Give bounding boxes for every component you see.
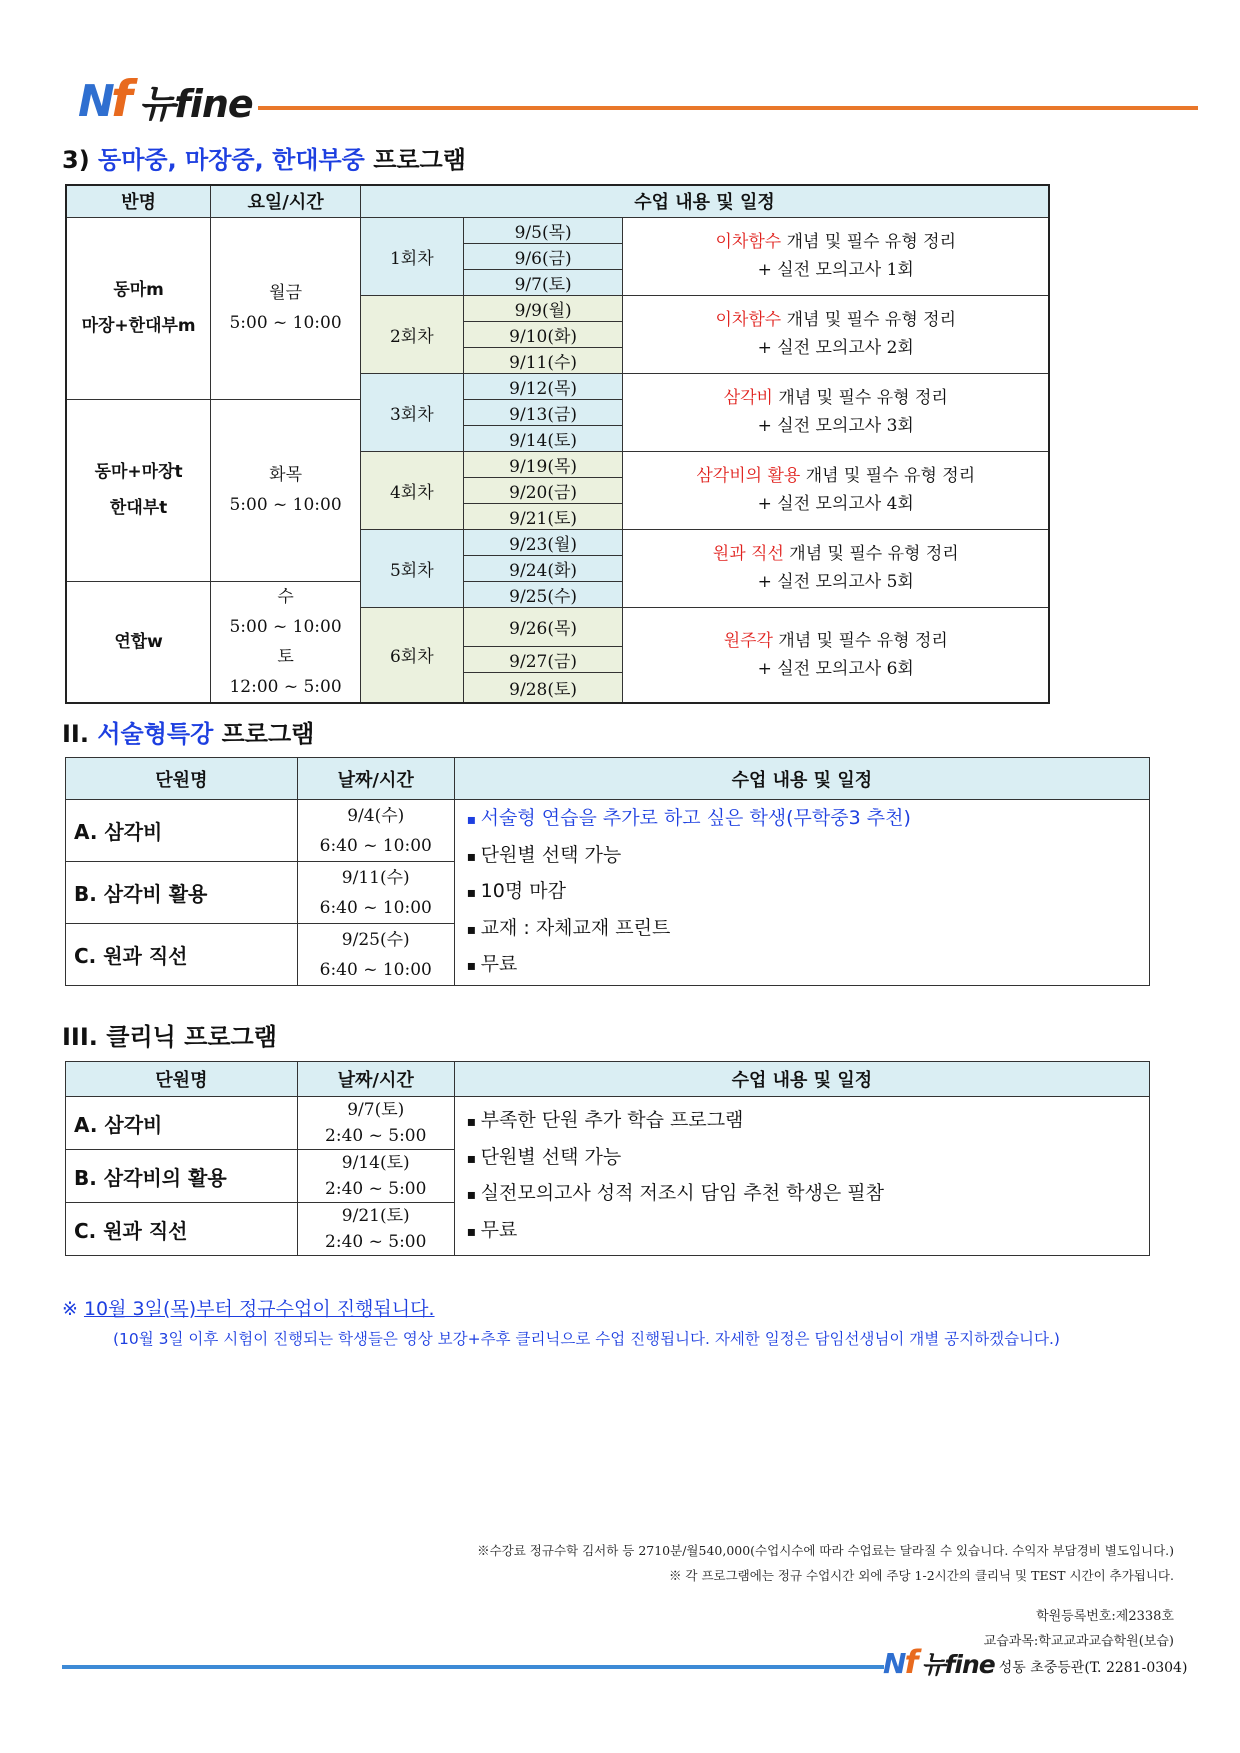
date-time: 9/7(토) 2:40 ~ 5:00 [297,1097,454,1150]
list-item: ▪ 단원별 선택 가능 [467,1140,1149,1177]
class-day-time: 화목 5:00 ~ 10:00 [211,399,361,581]
date-time: 9/21(토) 2:40 ~ 5:00 [297,1203,454,1256]
list-item: ▪ 부족한 단원 추가 학습 프로그램 [467,1103,1149,1140]
session-date: 9/13(금) [463,399,623,425]
col-header-content: 수업 내용 및 일정 [360,185,1049,217]
session-content: 원주각 개념 및 필수 유형 정리 + 실전 모의고사 6회 [623,607,1049,703]
section-iii-title: III. 클리닉 프로그램 [62,1023,277,1051]
unit-name: C. 원과 직선 [66,924,298,986]
session-topic: 원주각 [723,630,773,651]
session-label: 3회차 [360,373,463,451]
col-header-content: 수업 내용 및 일정 [454,1062,1149,1097]
registration-number: 학원등록번호:제2338호 [1036,1609,1174,1624]
table-row [66,1097,1150,1150]
footer-brand [883,1643,1188,1681]
schedule-table [65,184,1050,704]
footer-divider [62,1665,884,1669]
session-content: 원과 직선 개념 및 필수 유형 정리 + 실전 모의고사 5회 [623,529,1049,607]
brand-logo [78,70,253,128]
session-date: 9/12(목) [463,373,623,399]
program-details [454,800,1149,986]
col-header-datetime: 날짜/시간 [297,758,454,800]
list-item: ▪ 교재 : 자체교재 프린트 [467,911,1149,948]
session-date: 9/28(토) [463,673,623,703]
list-item: ▪ 10명 마감 [467,874,1149,911]
session-date: 9/11(수) [463,347,623,373]
session-content: 삼각비의 활용 개념 및 필수 유형 정리 + 실전 모의고사 4회 [623,451,1049,529]
session-topic: 삼각비의 활용 [696,466,801,486]
list-item: ▪ 실전모의고사 성적 저조시 담임 추천 학생은 필참 [467,1176,1149,1213]
tuition-note: ※수강료 정규수학 김서하 등 2710분/월540,000(수업시수에 따라 수업료는 달라질 수 있습니다. 수익자 부담경비 별도입니다.) [477,1543,1174,1558]
session-date: 9/9(월) [463,295,623,321]
date-time: 9/4(수) 6:40 ~ 10:00 [297,800,454,862]
session-date: 9/6(금) [463,243,623,269]
unit-name: B. 삼각비의 활용 [66,1150,298,1203]
session-date: 9/23(월) [463,529,623,555]
program-details [454,1097,1149,1256]
class-name: 동마m 마장+한대부m [66,217,211,399]
section-ii-title: II. 서술형특강 프로그램 [62,720,315,748]
list-item: ▪ 무료 [467,947,1149,984]
date-time: 9/11(수) 6:40 ~ 10:00 [297,862,454,924]
table-row [66,217,1049,243]
date-time: 9/14(토) 2:40 ~ 5:00 [297,1150,454,1203]
col-header-unit: 단원명 [66,758,298,800]
session-label: 2회차 [360,295,463,373]
session-topic: 이차함수 [715,232,782,252]
notice-detail: (10월 3일 이후 시험이 진행되는 학생들은 영상 보강+추후 클리닉으로 수업 진행됩니다. 자세한 일정은 담임선생님이 개별 공지하겠습니다.) [113,1330,1060,1348]
session-date: 9/21(토) [463,503,623,529]
col-header-class: 반명 [66,185,211,217]
session-date: 9/5(목) [463,217,623,243]
regular-class-notice: ※ 10월 3일(목)부터 정규수업이 진행됩니다. [62,1298,435,1320]
col-header-daytime: 요일/시간 [211,185,361,217]
class-name: 동마+마장t 한대부t [66,399,211,581]
footer-address: 성동 초중등관(T. 2281-0304) [998,1660,1188,1676]
session-content: 이차함수 개념 및 필수 유형 정리 + 실전 모의고사 2회 [623,295,1049,373]
session-date: 9/7(토) [463,269,623,295]
session-date: 9/10(화) [463,321,623,347]
session-label: 5회차 [360,529,463,607]
logo-mark-icon: Nf [78,70,129,128]
session-content: 삼각비 개념 및 필수 유형 정리 + 실전 모의고사 3회 [623,373,1049,451]
session-label: 1회차 [360,217,463,295]
class-day-time: 월금 5:00 ~ 10:00 [211,217,361,399]
unit-name: A. 삼각비 [66,800,298,862]
subject-info: 교습과목:학교교과교습학원(보습) [983,1634,1174,1649]
unit-name: B. 삼각비 활용 [66,862,298,924]
session-date: 9/24(화) [463,555,623,581]
date-time: 9/25(수) 6:40 ~ 10:00 [297,924,454,986]
section3-title: 3) 동마중, 마장중, 한대부중 프로그램 [62,146,466,174]
list-item: ▪ 무료 [467,1213,1149,1250]
logo-text: 뉴fine [138,82,253,126]
session-content: 이차함수 개념 및 필수 유형 정리 + 실전 모의고사 1회 [623,217,1049,295]
session-date: 9/27(금) [463,647,623,673]
list-item: ▪ 단원별 선택 가능 [467,838,1149,875]
essay-program-table [65,757,1150,986]
session-label: 6회차 [360,607,463,703]
unit-name: C. 원과 직선 [66,1203,298,1256]
session-topic: 삼각비 [723,388,773,408]
clinic-note: ※ 각 프로그램에는 정규 수업시간 외에 주당 1-2시간의 클리닉 및 TEST 시간이 추가됩니다. [668,1568,1174,1583]
table-row [66,800,1150,862]
session-topic: 원과 직선 [712,544,784,564]
footer-logo-text: 뉴fine [921,1650,995,1679]
class-day-time: 수 5:00 ~ 10:00 토 12:00 ~ 5:00 [211,581,361,703]
session-label: 4회차 [360,451,463,529]
list-item: ▪ 서술형 연습을 추가로 하고 싶은 학생(무학중3 추천) [467,801,1149,838]
logo-mark-icon: Nf [883,1643,917,1681]
col-header-unit: 단원명 [66,1062,298,1097]
col-header-content: 수업 내용 및 일정 [454,758,1149,800]
session-topic: 이차함수 [715,310,782,330]
unit-name: A. 삼각비 [66,1097,298,1150]
class-name: 연합w [66,581,211,703]
col-header-datetime: 날짜/시간 [297,1062,454,1097]
session-date: 9/25(수) [463,581,623,607]
clinic-program-table [65,1061,1150,1256]
session-date: 9/20(금) [463,477,623,503]
session-date: 9/14(토) [463,425,623,451]
session-date: 9/26(목) [463,607,623,647]
header-divider [258,106,1198,110]
session-date: 9/19(목) [463,451,623,477]
